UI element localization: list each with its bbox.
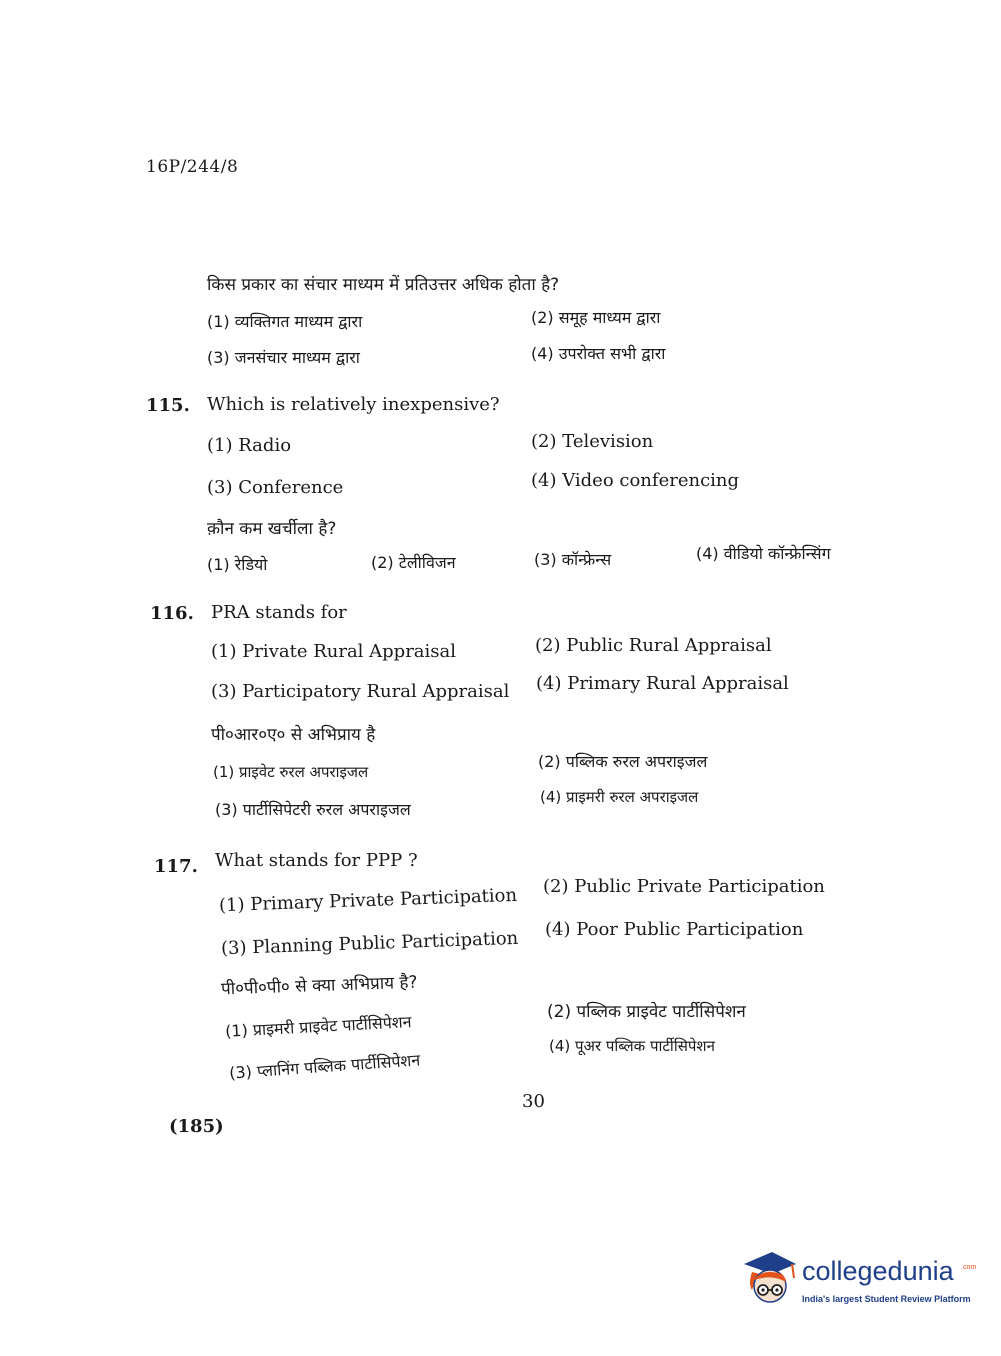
- q117-option-1: (1) Primary Private Participation: [218, 884, 518, 917]
- q116-hindi-question: पी०आर०ए० से अभिप्राय है: [211, 725, 376, 745]
- footer-code: (185): [169, 1116, 224, 1137]
- collegedunia-logo: [742, 1250, 977, 1310]
- q115-hindi-question: क़ौन कम खर्चीला है?: [207, 519, 337, 539]
- logo-tagline: India's largest Student Review Platform: [802, 1294, 971, 1304]
- paper-code: 16P/244/8: [146, 157, 239, 177]
- q115-number: 115.: [146, 395, 190, 416]
- q117-hindi-option-3: (3) प्लानिंग पब्लिक पार्टीसिपेशन: [228, 1050, 421, 1083]
- q115-hindi-option-1: (1) रेडियो: [207, 555, 268, 574]
- q117-option-4: (4) Poor Public Participation: [545, 919, 804, 940]
- q117-number: 117.: [154, 856, 198, 877]
- q117-option-2: (2) Public Private Participation: [543, 876, 825, 897]
- q115-question: Which is relatively inexpensive?: [207, 394, 500, 415]
- q116-option-3: (3) Participatory Rural Appraisal: [211, 681, 510, 702]
- q117-hindi-option-1: (1) प्राइमरी प्राइवेट पार्टीसिपेशन: [224, 1012, 413, 1041]
- q116-question: PRA stands for: [211, 602, 347, 623]
- q116-hindi-option-2: (2) पब्लिक रुरल अपराइजल: [538, 752, 708, 771]
- q114-hindi-option-3: (3) जनसंचार माध्यम द्वारा: [207, 348, 360, 367]
- page-number: 30: [522, 1091, 545, 1112]
- q114-hindi-option-1: (1) व्यक्तिगत माध्यम द्वारा: [207, 312, 363, 331]
- q116-option-4: (4) Primary Rural Appraisal: [536, 673, 789, 694]
- q117-hindi-option-4: (4) पूअर पब्लिक पार्टीसिपेशन: [549, 1037, 715, 1055]
- q115-option-3: (3) Conference: [207, 477, 344, 498]
- logo-wordmark: collegedunia: [802, 1256, 954, 1286]
- q117-hindi-question: पी०पी०पी० से क्या अभिप्राय है?: [220, 972, 418, 1000]
- q115-option-1: (1) Radio: [207, 435, 292, 456]
- q116-number: 116.: [150, 603, 194, 624]
- q115-hindi-option-4: (4) वीडियो कॉन्फ्रेन्सिंग: [696, 544, 831, 563]
- q114-hindi-question: किस प्रकार का संचार माध्यम में प्रतिउत्तर अधिक होता है?: [207, 275, 560, 295]
- q117-question: What stands for PPP ?: [215, 850, 418, 871]
- mascot-icon: [742, 1250, 798, 1308]
- q114-hindi-option-2: (2) समूह माध्यम द्वारा: [531, 308, 661, 327]
- q116-option-1: (1) Private Rural Appraisal: [211, 641, 457, 662]
- q115-option-4: (4) Video conferencing: [531, 470, 740, 491]
- q116-option-2: (2) Public Rural Appraisal: [535, 635, 772, 656]
- q117-option-3: (3) Planning Public Participation: [220, 927, 519, 960]
- q115-hindi-option-3: (3) कॉन्फ्रेन्स: [534, 550, 612, 569]
- q115-hindi-option-2: (2) टेलीविजन: [371, 553, 456, 572]
- logo-com: .com: [961, 1264, 977, 1271]
- q117-hindi-option-2: (2) पब्लिक प्राइवेट पार्टीसिपेशन: [547, 1002, 746, 1022]
- q115-option-2: (2) Television: [531, 431, 654, 452]
- q116-hindi-option-3: (3) पार्टीसिपेटरी रुरल अपराइजल: [215, 800, 411, 819]
- q116-hindi-option-1: (1) प्राइवेट रुरल अपराइजल: [213, 763, 369, 781]
- q114-hindi-option-4: (4) उपरोक्त सभी द्वारा: [531, 344, 666, 363]
- q116-hindi-option-4: (4) प्राइमरी रुरल अपराइजल: [540, 788, 699, 806]
